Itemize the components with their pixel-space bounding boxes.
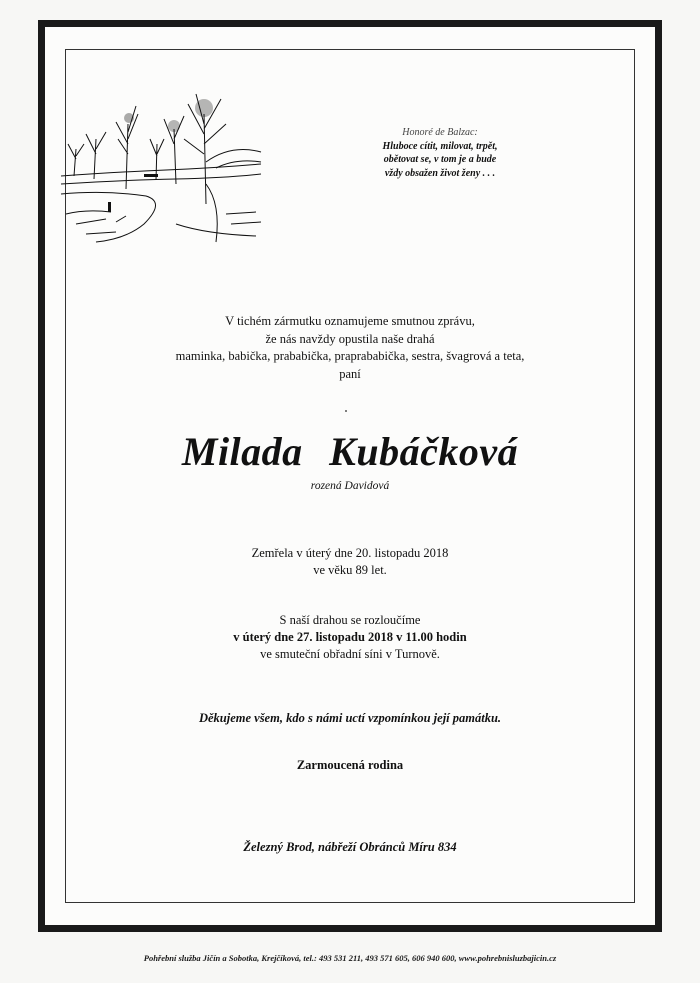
- death-info: [0, 545, 700, 579]
- decorative-dot: [345, 410, 347, 412]
- quote-line: Hluboce cítit, milovat, trpět,: [382, 140, 498, 152]
- landscape-sketch-image: [56, 84, 266, 244]
- maiden-name: rozená Davidová: [310, 480, 390, 492]
- quote-author: Honoré de Balzac:: [402, 127, 478, 138]
- farewell-info: [0, 612, 700, 663]
- farewell-intro: S naší drahou se rozloučíme: [279, 613, 421, 627]
- balzac-quote: [365, 126, 515, 180]
- family-address: Železný Brod, nábřeží Obránců Míru 834: [243, 840, 457, 854]
- announcement-line: že nás navždy opustila naše drahá: [265, 331, 435, 346]
- farewell-place: ve smuteční obřadní síni v Turnově.: [260, 647, 440, 661]
- farewell-datetime: v úterý dne 27. listopadu 2018 v 11.00 hodin: [233, 630, 467, 644]
- deceased-name: Milada Kubáčková: [181, 429, 519, 474]
- funeral-service-footer: Pohřební služba Jičín a Sobotka, Krejčíková, tel.: 493 531 211, 493 571 605, 606 940 600, www.pohrebnisluzbajicin.cz: [143, 953, 557, 963]
- announcement-line: paní: [339, 366, 361, 381]
- quote-line: vždy obsažen život ženy . . .: [384, 167, 496, 179]
- quote-line: obětovat se, v tom je a bude: [383, 154, 497, 165]
- announcement-line: V tichém zármutku oznamujeme smutnou zprávu,: [225, 314, 475, 328]
- family-signature: Zarmoucená rodina: [296, 758, 404, 772]
- thanks-line: Děkujeme všem, kdo s námi uctí vzpomínkou její památku.: [198, 711, 502, 725]
- death-date: Zemřela v úterý dne 20. listopadu 2018: [251, 546, 449, 560]
- announcement-line: maminka, babička, prababička, praprababička, sestra, švagrová a teta,: [175, 349, 525, 363]
- announcement: [0, 313, 700, 383]
- death-age: ve věku 89 let.: [313, 563, 387, 577]
